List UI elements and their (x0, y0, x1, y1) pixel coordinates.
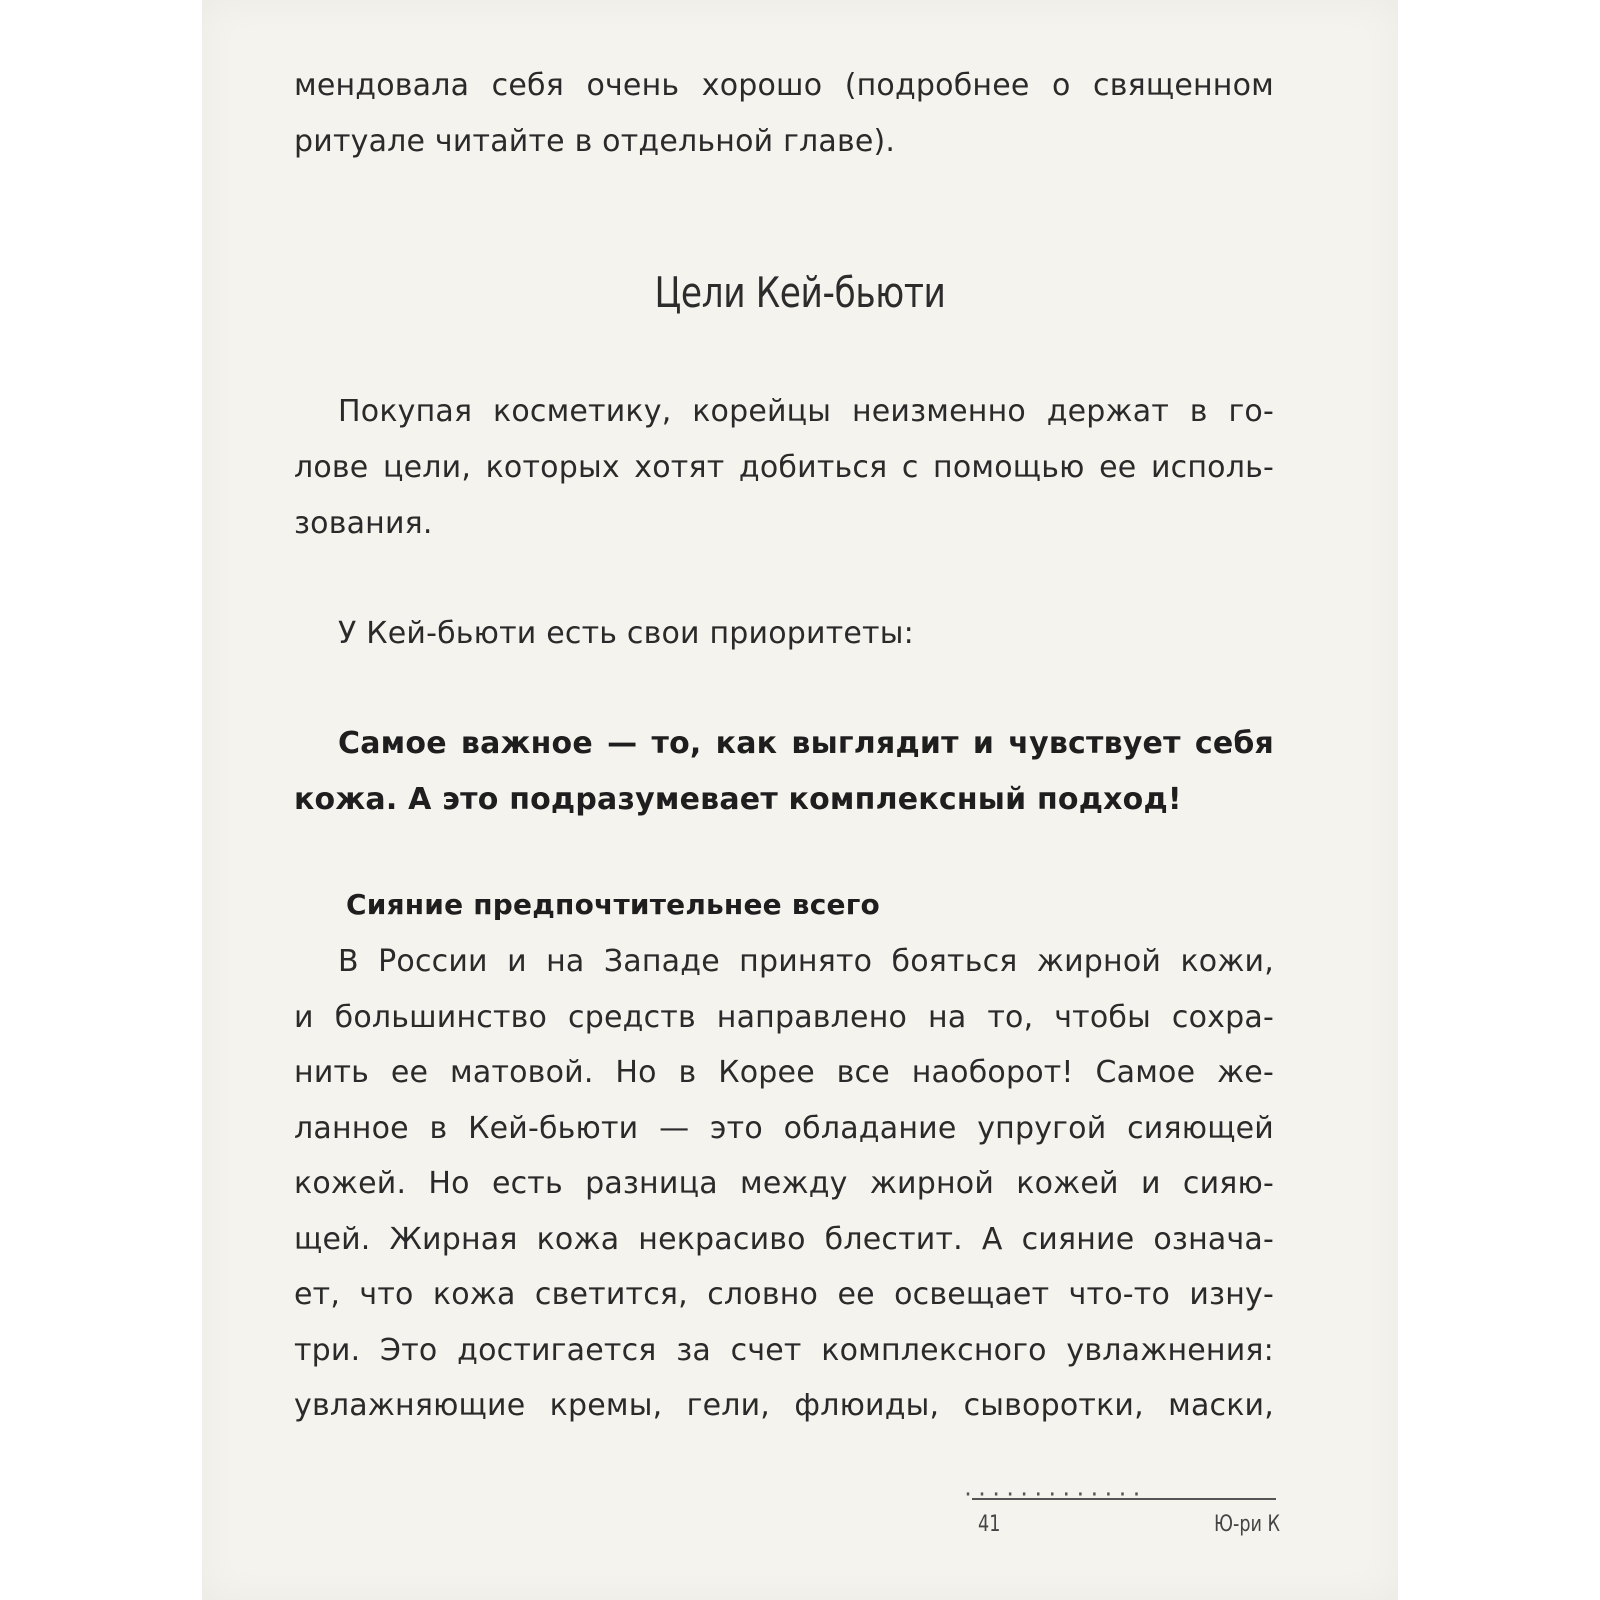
text-line: Покупая косметику, корейцы неизменно держат в го- (338, 394, 1274, 429)
page-number: 41 (978, 1512, 1001, 1537)
text-line: зования. (294, 506, 433, 541)
text-line: щей. Жирная кожа некрасиво блестит. А сияние означа- (294, 1222, 1274, 1257)
text-line: ет, что кожа светится, словно ее освещает что-то изну- (294, 1277, 1274, 1312)
footer-rule (972, 1498, 1276, 1500)
subsection-heading: Сияние предпочтительнее всего (346, 888, 880, 921)
running-head-author: Ю-ри К (1214, 1512, 1281, 1537)
footer-dots-decoration: ············· (962, 1482, 1145, 1506)
text-line: и большинство средств направлено на то, чтобы сохра- (294, 1000, 1274, 1035)
text-line: Самое важное — то, как выглядит и чувствует себя (338, 726, 1274, 761)
text-line: ланное в Кей-бьюти — это обладание упругой сияющей (294, 1111, 1274, 1146)
section-heading: Цели Кей-бьюти (654, 268, 946, 317)
text-line: мендовала себя очень хорошо (подробнее о священном (294, 68, 1274, 103)
text-line: лове цели, которых хотят добиться с помощью ее исполь- (294, 450, 1274, 485)
text-line: В России и на Западе принято бояться жирной кожи, (338, 944, 1274, 979)
text-line: У Кей-бьюти есть свои приоритеты: (338, 616, 914, 651)
text-line: нить ее матовой. Но в Корее все наоборот! Самое же- (294, 1055, 1274, 1090)
text-line: кожей. Но есть разница между жирной кожей и сияю- (294, 1166, 1274, 1201)
text-line: увлажняющие кремы, гели, флюиды, сыворотки, маски, (294, 1388, 1274, 1423)
text-line: ритуале читайте в отдельной главе). (294, 124, 896, 159)
book-page (202, 0, 1398, 1600)
text-line: кожа. А это подразумевает комплексный подход! (294, 782, 1182, 817)
text-line: три. Это достигается за счет комплексного увлажнения: (294, 1333, 1274, 1368)
